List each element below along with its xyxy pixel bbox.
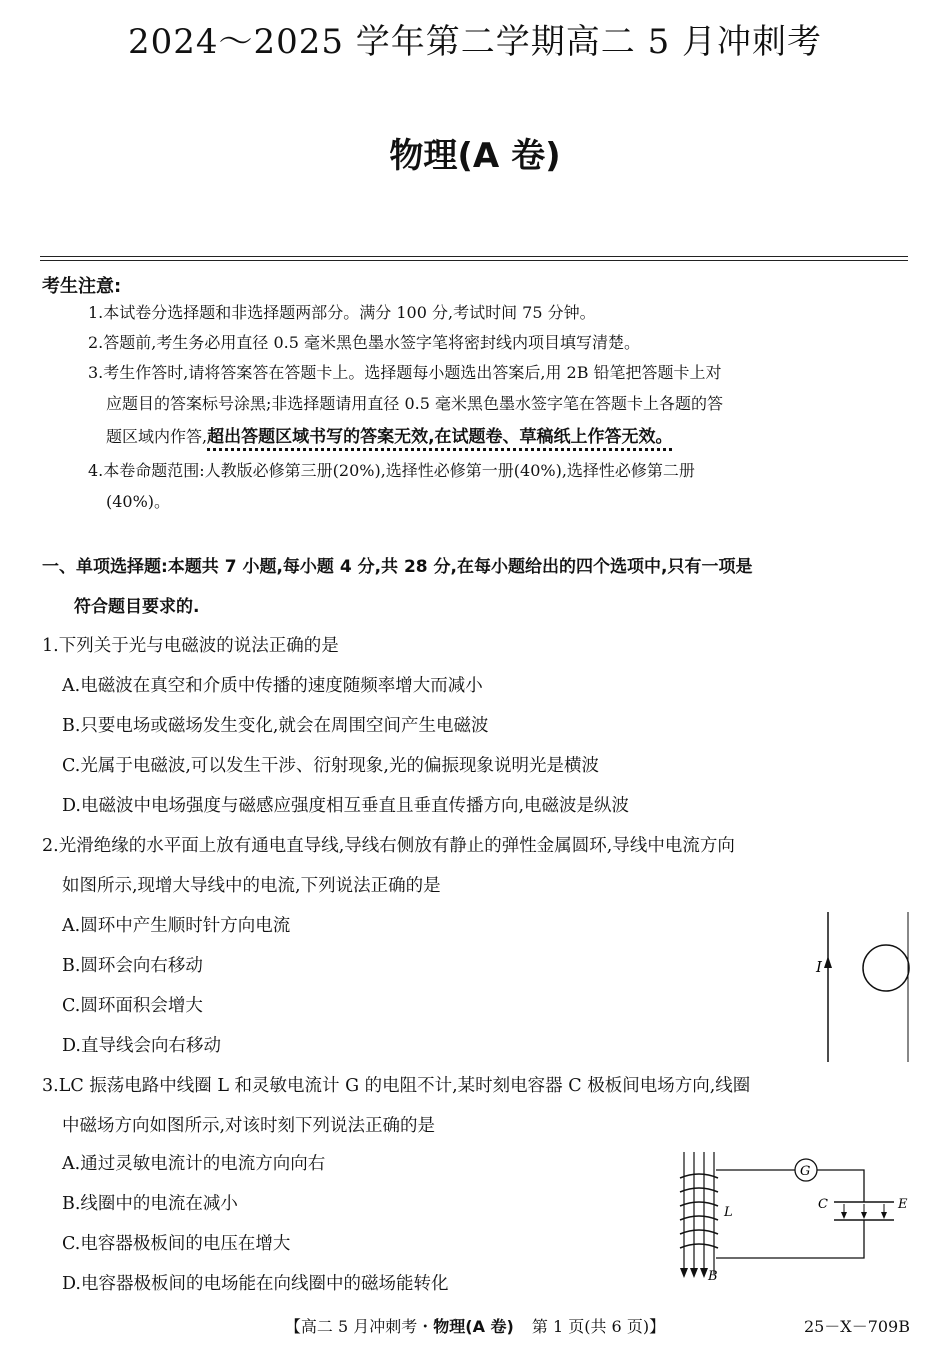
notice-item: (40%)。 xyxy=(106,492,171,511)
galvanometer-label: G xyxy=(800,1164,811,1179)
notice-emphasis: 超出答题区域书写的答案无效,在试题卷、草稿纸上作答无效。 xyxy=(207,427,673,447)
notice-item: 1.本试卷分选择题和非选择题两部分。满分 100 分,考试时间 75 分钟。 xyxy=(88,303,596,322)
question-1-option-a: A.电磁波在真空和介质中传播的速度随频率增大而减小 xyxy=(62,676,483,696)
divider-top xyxy=(40,256,908,257)
section-heading: 一、单项选择题:本题共 7 小题,每小题 4 分,共 28 分,在每小题给出的四个选项中,只有一项是 xyxy=(42,557,753,577)
notice-item: 2.答题前,考生务必用直径 0.5 毫米黑色墨水签字笔将密封线内项目填写清楚。 xyxy=(88,333,640,352)
coil xyxy=(680,1174,718,1248)
question-3-circuit-figure xyxy=(672,1148,912,1286)
divider-bottom xyxy=(40,260,908,261)
question-1-option-c: C.光属于电磁波,可以发生干涉、衍射现象,光的偏振现象说明光是横波 xyxy=(62,756,599,776)
question-1-option-b: B.只要电场或磁场发生变化,就会在周围空间产生电磁波 xyxy=(62,716,489,736)
question-2-option-d: D.直导线会向右移动 xyxy=(62,1036,221,1056)
notice-item-last-line: 题区域内作答,超出答题区域书写的答案无效,在试题卷、草稿纸上作答无效。 xyxy=(106,427,673,447)
notice-item: 4.本卷命题范围:人教版必修第三册(20%),选择性必修第一册(40%),选择性必修第二册 xyxy=(88,461,695,480)
question-3-option-c: C.电容器极板间的电压在增大 xyxy=(62,1234,291,1254)
current-label: I xyxy=(816,958,822,976)
magnetic-field-lines xyxy=(684,1152,714,1274)
circuit-wires xyxy=(716,1170,864,1258)
current-arrow-icon xyxy=(824,956,832,968)
field-e-label: E xyxy=(898,1197,908,1212)
question-2-stem-cont: 如图所示,现增大导线中的电流,下列说法正确的是 xyxy=(62,876,441,896)
section-heading-cont: 符合题目要求的. xyxy=(74,597,200,617)
electric-field-arrow-icons xyxy=(841,1212,887,1219)
question-2-stem: 2.光滑绝缘的水平面上放有通电直导线,导线右侧放有静止的弹性金属圆环,导线中电流方向 xyxy=(42,836,735,856)
page-footer: 【高二 5 月冲刺考・物理(A 卷) 第 1 页(共 6 页)】 xyxy=(284,1317,666,1336)
question-3-stem-cont: 中磁场方向如图所示,对该时刻下列说法正确的是 xyxy=(62,1116,436,1136)
question-2-figure xyxy=(810,908,920,1066)
question-3-stem: 3.LC 振荡电路中线圈 L 和灵敏电流计 G 的电阻不计,某时刻电容器 C 极板间电场方向,线圈 xyxy=(42,1076,751,1096)
question-2-option-b: B.圆环会向右移动 xyxy=(62,956,203,976)
capacitor-label: C xyxy=(818,1197,828,1212)
inductor-label: L xyxy=(724,1205,733,1220)
question-2-option-c: C.圆环面积会增大 xyxy=(62,996,203,1016)
notice-item: 应题目的答案标号涂黑;非选择题请用直径 0.5 毫米黑色墨水签字笔在答题卡上各题的答 xyxy=(106,394,724,413)
exam-subject: 物理(A 卷) xyxy=(389,136,561,176)
paper-code: 25－X－709B xyxy=(803,1317,910,1336)
notice-heading: 考生注意: xyxy=(42,276,122,297)
question-1-stem: 1.下列关于光与电磁波的说法正确的是 xyxy=(42,636,339,656)
field-arrow-icons xyxy=(680,1268,708,1278)
question-3-option-d: D.电容器极板间的电场能在向线圈中的磁场能转化 xyxy=(62,1274,449,1294)
question-1-option-d: D.电磁波中电场强度与磁感应强度相互垂直且垂直传播方向,电磁波是纵波 xyxy=(62,796,630,816)
metal-ring xyxy=(863,945,909,991)
notice-item: 3.考生作答时,请将答案答在答题卡上。选择题每小题选出答案后,用 2B 铅笔把答题卡上对 xyxy=(88,363,722,382)
question-3-option-b: B.线圈中的电流在减小 xyxy=(62,1194,238,1214)
question-3-option-a: A.通过灵敏电流计的电流方向向右 xyxy=(62,1154,326,1174)
field-b-label: B xyxy=(708,1269,718,1284)
exam-title: 2024～2025 学年第二学期高二 5 月冲刺考 xyxy=(127,22,823,62)
question-2-option-a: A.圆环中产生顺时针方向电流 xyxy=(62,916,291,936)
